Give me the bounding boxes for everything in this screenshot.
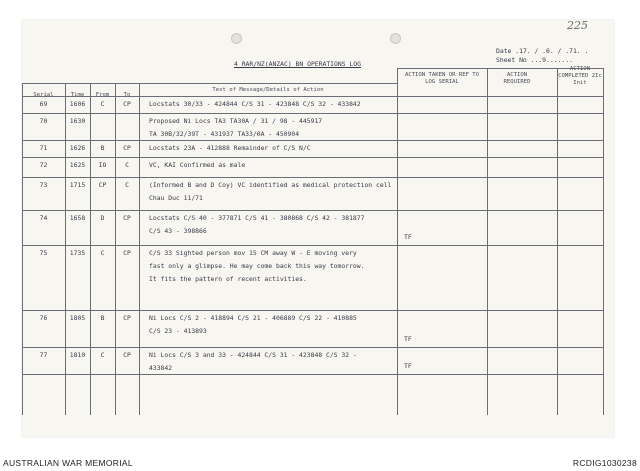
column-divider <box>397 68 398 415</box>
entry-time: 1658 <box>69 214 86 222</box>
header-action-required: ACTION REQUIRED <box>503 72 531 85</box>
row-divider <box>397 210 603 211</box>
entry-text-line: fast only a glimpse. He may come back this way tomorrow. <box>149 262 365 270</box>
entry-action-taken: TF <box>404 362 412 370</box>
entry-serial: 74 <box>39 214 48 222</box>
column-divider <box>603 68 604 415</box>
entry-text-line: TA 30B/32/39T - 431937 TA33/0A - 450904 <box>149 130 300 138</box>
entry-text-line: 433842 <box>149 364 173 372</box>
punch-hole-left <box>231 33 242 44</box>
entry-text-line: VC, KAI Confirmed as male <box>149 161 246 169</box>
row-divider <box>22 347 397 348</box>
entry-serial: 75 <box>39 249 48 257</box>
header-serial: Serial <box>33 92 54 98</box>
row-divider <box>397 157 603 158</box>
entry-text-line: Chau Duc 11/71 <box>149 194 203 202</box>
date-label: Date <box>496 47 512 55</box>
footer-left: AUSTRALIAN WAR MEMORIAL <box>3 458 133 468</box>
entry-action-taken: TF <box>404 335 412 343</box>
row-divider <box>397 310 603 311</box>
entry-serial: 72 <box>39 161 48 169</box>
sheet-field <box>496 56 573 64</box>
entry-serial: 69 <box>39 100 48 108</box>
entry-from: C <box>100 100 105 108</box>
entry-text-line: Ni Locs C/S 3 and 33 - 424844 C/S 31 - 423848 C/S 32 - <box>149 351 357 359</box>
entry-from: B <box>100 144 105 152</box>
entry-serial: 70 <box>39 117 48 125</box>
entry-time: 1606 <box>69 100 86 108</box>
column-divider <box>557 68 558 415</box>
entry-text-line: Locstats 30/33 - 424844 C/S 31 - 423848 C/S 32 - 433842 <box>149 100 361 108</box>
entry-to: CP <box>123 249 131 257</box>
row-divider <box>397 177 603 178</box>
entry-serial: 77 <box>39 351 48 359</box>
row-divider <box>22 177 397 178</box>
sheet-label: Sheet No <box>496 56 527 64</box>
footer-right: RCDIG1030238 <box>572 458 637 468</box>
header-time: Time <box>70 92 85 98</box>
entry-from: D <box>100 214 105 222</box>
row-divider <box>397 245 603 246</box>
entry-to: CP <box>123 351 131 359</box>
entry-text-line: (Informed B and D Coy) VC identified as medical protection cell <box>149 181 392 189</box>
entry-time: 1630 <box>69 117 86 125</box>
row-divider <box>22 310 397 311</box>
punch-hole-right <box>390 33 401 44</box>
entry-time: 1735 <box>69 249 86 257</box>
row-divider <box>397 347 603 348</box>
row-divider <box>397 140 603 141</box>
entry-from: C <box>100 351 105 359</box>
entry-action-taken: TF <box>404 233 412 241</box>
entry-to: C <box>125 181 129 189</box>
row-divider <box>22 113 397 114</box>
entry-from: C <box>100 249 105 257</box>
row-divider <box>397 374 603 375</box>
entry-text-line: Locstats C/S 40 - 377871 C/S 41 - 380868 C/S 42 - 381877 <box>149 214 365 222</box>
entry-text-line: It fits the pattern of recent activities. <box>149 275 307 283</box>
row-divider <box>397 113 603 114</box>
entry-from: CP <box>98 181 107 189</box>
entry-from: IO <box>98 161 107 169</box>
entry-to: CP <box>123 100 131 108</box>
row-divider <box>22 140 397 141</box>
entry-to: CP <box>123 314 131 322</box>
log-sheet <box>22 20 614 437</box>
column-divider <box>139 83 140 415</box>
sheet-value: ...9....... <box>530 56 573 64</box>
entry-serial: 73 <box>39 181 48 189</box>
row-divider <box>22 210 397 211</box>
entry-text-line: C/S 33 Sighted person mov 15 CM away W - E moving very <box>149 249 357 257</box>
entry-time: 1626 <box>69 144 86 152</box>
entry-text-line: Locstats 23A - 412888 Remainder of C/S N/C <box>149 144 311 152</box>
entry-serial: 76 <box>39 314 48 322</box>
header-from: From <box>95 92 110 98</box>
header-top-rule <box>22 83 397 84</box>
header-action-taken: ACTION TAKEN OR REF TO LOG SERIAL <box>404 72 480 85</box>
log-title: 4 RAR/NZ(ANZAC) BN OPERATIONS LOG <box>234 60 361 68</box>
header-action-completed: ACTION COMPLETED 2Ic Init <box>558 66 602 86</box>
entry-text-line: C/S 43 - 398866 <box>149 227 207 235</box>
entry-text-line: Proposed Ni Locs TA3 TA30A / 31 / 98 - 445917 <box>149 117 323 125</box>
entry-time: 1625 <box>69 161 86 169</box>
row-divider <box>22 245 397 246</box>
entry-to: CP <box>123 214 131 222</box>
page-number: 225 <box>567 19 588 32</box>
entry-to: CP <box>123 144 131 152</box>
entry-time: 1810 <box>69 351 86 359</box>
entry-serial: 71 <box>39 144 48 152</box>
row-divider <box>22 157 397 158</box>
entry-time: 1715 <box>69 181 86 189</box>
entry-text-line: Ni Locs C/S 2 - 418894 C/S 21 - 406889 C/S 22 - 410885 <box>149 314 357 322</box>
entry-from: B <box>100 314 105 322</box>
date-value: .17. / .6. / .71. . <box>515 47 589 55</box>
row-divider <box>22 374 397 375</box>
header-text: Text of Message/Details of Action <box>212 87 324 93</box>
entry-time: 1805 <box>69 314 86 322</box>
header-to: To <box>123 92 131 98</box>
column-divider <box>487 68 488 415</box>
entry-to: C <box>125 161 129 169</box>
entry-text-line: C/S 23 - 413893 <box>149 327 207 335</box>
date-field <box>496 47 588 55</box>
